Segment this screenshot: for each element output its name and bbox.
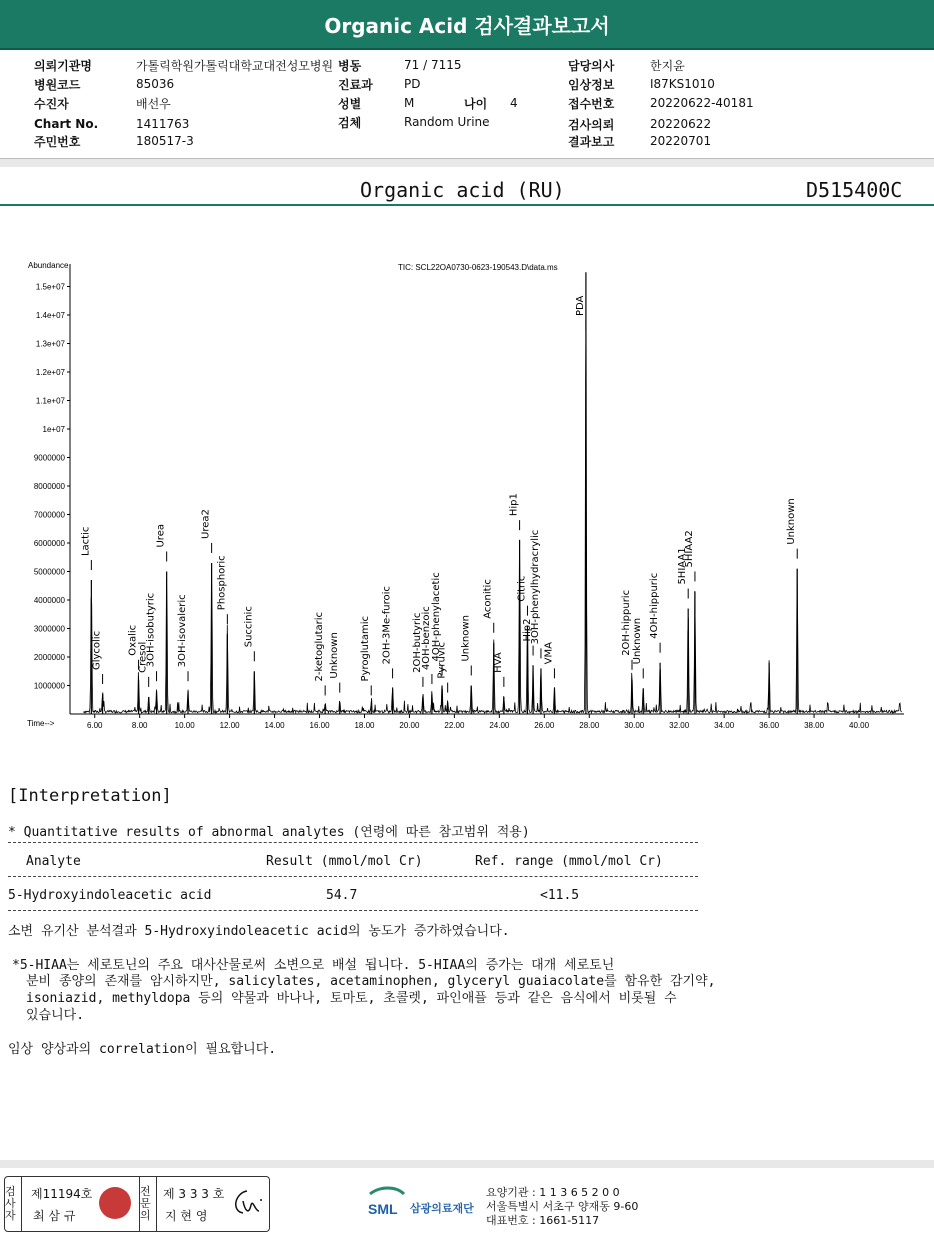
info-value: 한지윤 — [650, 58, 685, 73]
info-label: 나이 — [464, 96, 488, 111]
x-tick-label: 22.00 — [444, 721, 465, 730]
info-value: PD — [404, 77, 421, 91]
peak-label: HVA — [492, 652, 504, 673]
info-value: 배선우 — [136, 96, 171, 111]
row-ref: <11.5 — [540, 888, 580, 903]
org-info — [486, 1186, 638, 1228]
y-axis-label: Abundance — [28, 261, 69, 270]
chart-title: TIC: SCL22OA0730-0623-190543.D\data.ms — [398, 263, 558, 272]
peak-label: Unknown — [460, 615, 472, 662]
info-value: 4 — [510, 96, 518, 110]
y-tick-label: 7000000 — [33, 510, 65, 520]
closing-text: 임상 양상과의 correlation이 필요합니다. — [8, 1042, 277, 1057]
info-label: 수진자 — [34, 96, 69, 111]
peak-label: Lactic — [80, 526, 92, 557]
peak-label: Pyroglutamic — [360, 615, 372, 682]
y-tick-label: 8000000 — [33, 482, 65, 491]
peak-label: Unknown — [328, 632, 340, 679]
peak-label: 2OH-3Me-furoic — [381, 586, 393, 665]
note-line-4: 있습니다. — [26, 1008, 85, 1023]
tester-license: 제11194호 — [31, 1187, 93, 1201]
tester-cell-label: 검사자 — [5, 1177, 22, 1231]
y-tick-label: 5000000 — [33, 567, 65, 577]
sml-logo-text: SML — [368, 1201, 398, 1217]
info-label: 검체 — [338, 115, 362, 130]
info-label: 주민번호 — [34, 134, 81, 149]
care-code: 요양기관 : 1 1 3 6 5 2 0 0 — [486, 1186, 620, 1199]
reviewer-license: 제 3 3 3 호 — [163, 1187, 225, 1201]
interpretation-heading: [Interpretation] — [8, 786, 172, 806]
y-tick-label: 9000000 — [33, 453, 65, 463]
y-tick-label: 1.5e+07 — [35, 282, 65, 292]
peak-label: Unknown — [786, 498, 798, 545]
info-label: 접수번호 — [568, 96, 615, 111]
peak-label: 3OH-isobutyric — [145, 592, 157, 668]
x-tick-label: 8.00 — [131, 721, 148, 730]
info-label: 검사의뢰 — [568, 117, 615, 132]
peak-label: 4OH-hippuric — [649, 572, 661, 639]
info-value: 71 / 7115 — [404, 58, 462, 72]
col-header-result: Result (mmol/mol Cr) — [266, 854, 423, 869]
peak-label: Urea — [155, 524, 167, 548]
peak-label: Cresol — [137, 641, 149, 673]
official-seal-icon — [99, 1187, 131, 1219]
x-tick-label: 30.00 — [624, 721, 645, 730]
note-line-1: *5-HIAA는 세로토닌의 주요 대사산물로써 소변으로 배설 됩니다. 5-HIAA의 증가는 대개 세로토닌 — [12, 958, 615, 973]
info-value: 20220701 — [650, 134, 712, 148]
info-divider — [0, 158, 934, 167]
peak-label: Hip2 — [522, 618, 534, 642]
info-value: Random Urine — [404, 115, 490, 129]
peak-label: Unknown — [632, 617, 644, 665]
y-tick-label: 1000000 — [33, 681, 65, 691]
x-tick-label: 18.00 — [354, 721, 375, 730]
report-title: Organic Acid 검사결과보고서 — [324, 13, 610, 38]
col-header-analyte: Analyte — [26, 854, 81, 869]
peak-label: 2-ketoglutaric — [314, 611, 326, 682]
x-tick-label: 12.00 — [219, 721, 240, 730]
peak-label: 3OH-phenylhydracrylic — [529, 529, 541, 645]
note-line-2: 분비 종양의 존재를 암시하지만, salicylates, acetaminophen, glyceryl guaiacolate를 함유한 감기약, — [26, 974, 716, 989]
x-axis-label: Time--> — [27, 719, 55, 728]
x-tick-label: 32.00 — [669, 721, 690, 730]
report-title-bar — [0, 0, 934, 50]
info-label: 의뢰기관명 — [34, 58, 92, 73]
peak-label: Oxalic — [127, 624, 139, 656]
info-value: I87KS1010 — [650, 77, 715, 91]
chromatogram-chart — [0, 250, 934, 735]
org-address: 서울특별시 서초구 양재동 9-60 — [486, 1200, 639, 1213]
y-tick-label: 1.3e+07 — [35, 339, 65, 349]
y-tick-label: 4000000 — [33, 596, 65, 605]
peak-label: 2OH-hippuric — [620, 589, 632, 656]
sml-logo-icon — [366, 1184, 408, 1222]
info-value: 1411763 — [136, 117, 190, 131]
x-tick-label: 38.00 — [804, 721, 825, 730]
y-tick-label: 1e+07 — [42, 425, 65, 434]
info-value: 가톨릭학원가톨릭대학교대전성모병원 — [136, 58, 334, 73]
info-label: 병원코드 — [34, 77, 81, 92]
quant-title: * Quantitative results of abnormal analytes (연령에 따른 참고범위 적용) — [8, 825, 530, 840]
x-tick-label: 6.00 — [86, 721, 103, 730]
x-tick-label: 34.00 — [714, 721, 735, 730]
peak-label: Phosphoric — [216, 555, 228, 611]
peak-label: Citric — [516, 575, 528, 602]
signature-icon — [227, 1185, 267, 1221]
y-tick-label: 3000000 — [33, 624, 65, 634]
x-tick-label: 40.00 — [849, 721, 870, 730]
peak-label: Urea2 — [200, 509, 212, 539]
test-code: D515400C — [806, 178, 903, 202]
info-label: 진료과 — [338, 77, 373, 92]
info-label: 성별 — [338, 96, 362, 111]
peak-label: 5HIAA1 — [677, 547, 689, 585]
info-label: 결과보고 — [568, 134, 615, 149]
table-rule — [8, 842, 698, 843]
info-value: M — [404, 96, 415, 110]
y-tick-label: 1.1e+07 — [35, 396, 65, 406]
info-value: 20220622-40181 — [650, 96, 754, 110]
org-phone: 대표번호 : 1661-5117 — [486, 1214, 600, 1227]
peak-label: Succinic — [243, 606, 255, 648]
signature-box — [4, 1176, 270, 1232]
row-analyte: 5-Hydroxyindoleacetic acid — [8, 888, 212, 903]
x-tick-label: 16.00 — [309, 721, 330, 730]
summary-text: 소변 유기산 분석결과 5-Hydroxyindoleacetic acid의 농도가 증가하였습니다. — [8, 924, 510, 939]
x-tick-label: 14.00 — [264, 721, 285, 730]
table-rule — [8, 910, 698, 911]
table-rule — [8, 876, 698, 877]
x-tick-label: 24.00 — [489, 721, 510, 730]
x-tick-label: 36.00 — [759, 721, 780, 730]
peak-label: Pyruvic — [436, 642, 448, 679]
peak-label: PDA — [574, 295, 586, 316]
reviewer-name: 지 현 영 — [165, 1209, 208, 1223]
info-value: 180517-3 — [136, 134, 194, 148]
info-value: 20220622 — [650, 117, 712, 131]
peak-label: 2OH-butyric — [411, 612, 423, 673]
row-result: 54.7 — [326, 888, 358, 903]
org-name: 삼광의료재단 — [410, 1202, 474, 1215]
note-line-3: isoniazid, methyldopa 등의 약물과 바나나, 토마토, 초콜렛, 파인애플 등과 같은 음식에서 비롯될 수 — [26, 991, 677, 1006]
tester-name: 최 삼 규 — [33, 1209, 76, 1223]
info-value: 85036 — [136, 77, 175, 91]
info-label: 담당의사 — [568, 58, 615, 73]
info-label: 병동 — [338, 58, 362, 73]
section-title: Organic acid (RU) — [360, 178, 565, 202]
peak-label: 4OH-phenylacetic — [431, 572, 443, 662]
y-tick-label: 2000000 — [33, 653, 65, 662]
section-divider — [0, 204, 934, 206]
peak-label: 4OH-benzoic — [420, 606, 432, 671]
peak-label: Glycolic — [91, 630, 103, 671]
x-tick-label: 28.00 — [579, 721, 600, 730]
y-tick-label: 1.4e+07 — [35, 311, 65, 320]
peak-label: VMA — [543, 642, 555, 665]
y-tick-label: 6000000 — [33, 539, 65, 548]
x-tick-label: 26.00 — [534, 721, 555, 730]
peak-label: 5HIAA2 — [683, 530, 695, 568]
x-tick-label: 20.00 — [399, 721, 420, 730]
col-header-ref: Ref. range (mmol/mol Cr) — [475, 854, 663, 869]
x-tick-label: 10.00 — [174, 721, 195, 730]
peak-label: Aconitic — [482, 579, 494, 619]
info-label: Chart No. — [34, 117, 99, 131]
peak-label: 3OH-isovaleric — [177, 594, 189, 668]
peak-label: Hip1 — [508, 493, 520, 517]
y-tick-label: 1.2e+07 — [35, 368, 65, 377]
reviewer-cell-label: 전문의 — [139, 1177, 157, 1231]
info-label: 임상정보 — [568, 77, 615, 92]
